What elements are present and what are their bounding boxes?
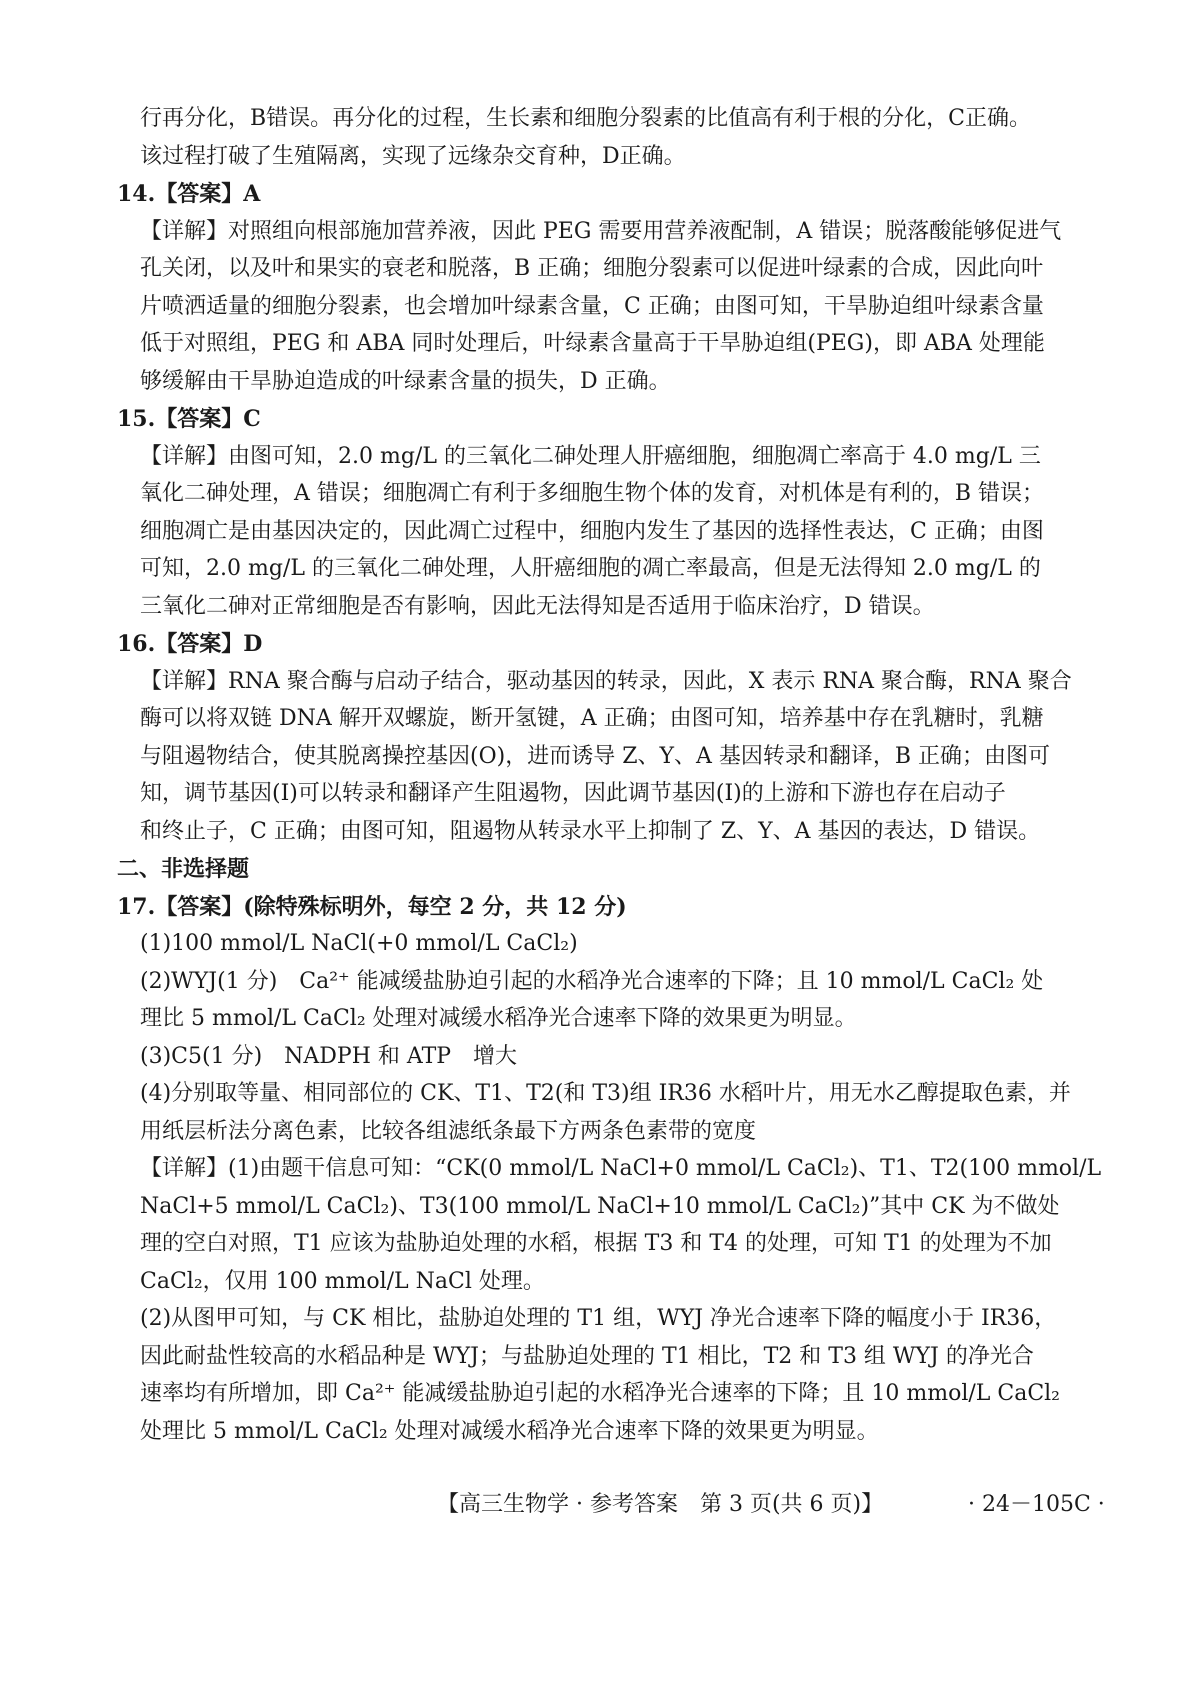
text-line: 酶可以将双链 DNA 解开双螺旋，断开氢键，A 正确；由图可知，培养基中存在乳糖时，乳糖 [140,706,1044,731]
text-line: 【详解】(1)由题干信息可知：“CK(0 mmol/L NaCl+0 mmol/L CaCl₂)、T1、T2(100 mmol/L [140,1156,1102,1181]
text-line: 【详解】由图可知，2.0 mg/L 的三氧化二砷处理人肝癌细胞，细胞凋亡率高于 4.0 mg/L 三 [140,443,1041,469]
text-line: (4)分别取等量、相同部位的 CK、T1、T2(和 T3)组 IR36 水稻叶片，用无水乙醇提取色素，并 [140,1081,1071,1106]
text-line: 片喷洒适量的细胞分裂素，也会增加叶绿素含量，C 正确；由图可知，干旱胁迫组叶绿素含量 [140,293,1044,319]
text-line: 知，调节基因(I)可以转录和翻译产生阻遏物，因此调节基因(I)的上游和下游也存在启动子 [140,781,1006,806]
text-line: 低于对照组，PEG 和 ABA 同时处理后，叶绿素含量高于干旱胁迫组(PEG)，即 ABA 处理能 [140,331,1045,356]
text-line: 该过程打破了生殖隔离，实现了远缘杂交育种，D正确。 [140,143,686,169]
footer-code: · 24－105C · [968,1492,1105,1517]
text-line: 理的空白对照，T1 应该为盐胁迫处理的水稻，根据 T3 和 T4 的处理，可知 T1 的处理为不加 [140,1231,1052,1256]
text-line: 理比 5 mmol/L CaCl₂ 处理对减缓水稻净光合速率下降的效果更为明显。 [140,1006,857,1031]
answer-heading-16: 16.【答案】D [117,631,263,657]
text-line: 细胞凋亡是由基因决定的，因此凋亡过程中，细胞内发生了基因的选择性表达，C 正确；由图 [140,518,1044,544]
text-line: (2)WYJ(1 分) Ca²⁺ 能减缓盐胁迫引起的水稻净光合速率的下降；且 10 mmol/L CaCl₂ 处 [140,968,1044,994]
text-line: 【详解】对照组向根部施加营养液，因此 PEG 需要用营养液配制，A 错误；脱落酸能够促进气 [140,218,1062,244]
text-line: 可知，2.0 mg/L 的三氧化二砷处理，人肝癌细胞的凋亡率最高，但是无法得知 2.0 mg/L 的 [140,556,1041,581]
section-heading: 二、非选择题 [117,856,250,882]
text-line: 够缓解由干旱胁迫造成的叶绿素含量的损失，D 正确。 [140,368,671,394]
text-line: (1)100 mmol/L NaCl(+0 mmol/L CaCl₂) [140,931,578,956]
text-line: 和终止子，C 正确；由图可知，阻遏物从转录水平上抑制了 Z、Y、A 基因的表达，D 错误。 [140,818,1041,844]
text-line: 处理比 5 mmol/L CaCl₂ 处理对减缓水稻净光合速率下降的效果更为明显。 [140,1418,879,1444]
answer-heading-15: 15.【答案】C [117,406,261,432]
footer-title: 【高三生物学 · 参考答案 第 3 页(共 6 页)】 [437,1492,884,1517]
text-line: 氧化二砷处理，A 错误；细胞凋亡有利于多细胞生物个体的发育，对机体是有利的，B 错误； [140,481,1045,506]
text-line: NaCl+5 mmol/L CaCl₂)、T3(100 mmol/L NaCl+10 mmol/L CaCl₂)”其中 CK 为不做处 [140,1193,1060,1219]
text-line: (2)从图甲可知，与 CK 相比，盐胁迫处理的 T1 组，WYJ 净光合速率下降的幅度小于 IR36， [140,1306,1057,1331]
text-line: (3)C5(1 分) NADPH 和 ATP 增大 [140,1043,518,1069]
text-line: 与阻遏物结合，使其脱离操控基因(O)，进而诱导 Z、Y、A 基因转录和翻译，B 正确；由图可 [140,743,1051,769]
text-line: 因此耐盐性较高的水稻品种是 WYJ；与盐胁迫处理的 T1 相比，T2 和 T3 组 WYJ 的净光合 [140,1343,1034,1369]
text-line: CaCl₂，仅用 100 mmol/L NaCl 处理。 [140,1268,545,1294]
text-line: 孔关闭，以及叶和果实的衰老和脱落，B 正确；细胞分裂素可以促进叶绿素的合成，因此向叶 [140,256,1044,281]
text-line: 三氧化二砷对正常细胞是否有影响，因此无法得知是否适用于临床治疗，D 错误。 [140,593,935,619]
answer-heading-17: 17.【答案】(除特殊标明外，每空 2 分，共 12 分) [117,893,627,920]
answer-heading-14: 14.【答案】A [117,181,261,207]
text-line: 【详解】RNA 聚合酶与启动子结合，驱动基因的转录，因此，X 表示 RNA 聚合酶，RNA 聚合 [140,668,1072,694]
text-line: 速率均有所增加，即 Ca²⁺ 能减缓盐胁迫引起的水稻净光合速率的下降；且 10 mmol/L CaCl₂ [140,1381,1061,1406]
text-line: 行再分化，B错误。再分化的过程，生长素和细胞分裂素的比值高有利于根的分化，C正确。 [140,106,1032,131]
text-line: 用纸层析法分离色素，比较各组滤纸条最下方两条色素带的宽度 [140,1118,757,1144]
